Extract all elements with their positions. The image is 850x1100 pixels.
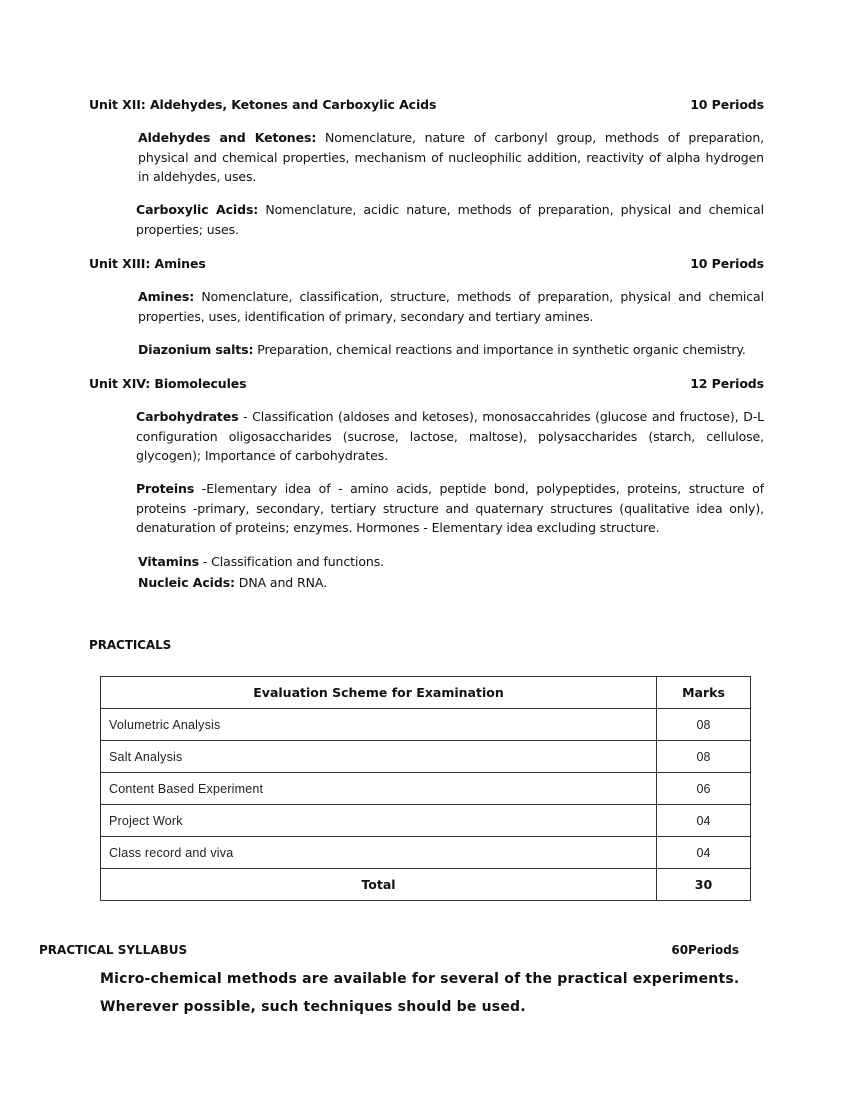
nucleic-acids-label: Nucleic Acids:: [138, 575, 235, 590]
unit-14-title: Unit XIV: Biomolecules: [89, 376, 247, 391]
row-item: Class record and viva: [101, 837, 657, 869]
carboxylic-acids-text: Nomenclature, acidic nature, methods of preparation, physical and chemical properties; uses.: [136, 202, 764, 237]
nucleic-acids-text: DNA and RNA.: [234, 575, 327, 590]
practicals-heading: PRACTICALS: [89, 638, 172, 652]
table-row: [101, 773, 751, 805]
unit-13-title: Unit XIII: Amines: [89, 256, 206, 271]
table-header-row: [101, 677, 751, 709]
unit-12-periods: 10 Periods: [690, 97, 764, 112]
unit-12-title: Unit XII: Aldehydes, Ketones and Carboxylic Acids: [89, 97, 437, 112]
amines-label: Amines:: [138, 289, 195, 304]
practical-syllabus-heading: [39, 943, 739, 957]
carbohydrates-label: Carbohydrates: [136, 409, 239, 424]
table-row: [101, 805, 751, 837]
carbohydrates-text: - Classification (aldoses and ketoses), monosaccahrides (glucose and fructose), D-L configuration oligosaccharides (sucrose, lactose, maltose), polysaccharides (starch, cellulose, glycogen); Importance of carbohydrates.: [136, 409, 764, 463]
unit-14-heading: [89, 376, 764, 391]
carbohydrates-paragraph: [136, 407, 764, 466]
table-row: [101, 741, 751, 773]
aldehydes-ketones-paragraph: [138, 128, 764, 187]
evaluation-scheme-table: [100, 676, 751, 901]
unit-14-periods: 12 Periods: [690, 376, 764, 391]
vitamins-label: Vitamins: [138, 554, 199, 569]
diazonium-text: Preparation, chemical reactions and importance in synthetic organic chemistry.: [253, 342, 746, 357]
unit-12-heading: [89, 97, 764, 112]
practical-syllabus-title: PRACTICAL SYLLABUS: [39, 943, 188, 957]
diazonium-label: Diazonium salts:: [138, 342, 254, 357]
carboxylic-acids-paragraph: [136, 200, 764, 239]
row-item: Volumetric Analysis: [101, 709, 657, 741]
unit-13-heading: [89, 256, 764, 271]
total-label: Total: [101, 869, 657, 901]
row-item: Project Work: [101, 805, 657, 837]
row-item: Content Based Experiment: [101, 773, 657, 805]
amines-paragraph: [138, 287, 764, 326]
proteins-label: Proteins: [136, 481, 195, 496]
carboxylic-acids-label: Carboxylic Acids:: [136, 202, 259, 217]
row-item: Salt Analysis: [101, 741, 657, 773]
vitamins-paragraph: [138, 552, 764, 572]
table-row: [101, 837, 751, 869]
row-marks: 06: [657, 773, 751, 805]
unit-13-periods: 10 Periods: [690, 256, 764, 271]
aldehydes-ketones-text: Nomenclature, nature of carbonyl group, methods of preparation, physical and chemical properties, mechanism of nucleophilic addition, reactivity of alpha hydrogen in aldehydes, uses.: [138, 130, 765, 184]
header-scheme: Evaluation Scheme for Examination: [101, 677, 657, 709]
vitamins-text: - Classification and functions.: [199, 554, 384, 569]
diazonium-paragraph: [138, 340, 764, 360]
nucleic-acids-paragraph: [138, 573, 764, 593]
row-marks: 04: [657, 837, 751, 869]
row-marks: 08: [657, 709, 751, 741]
table-row: [101, 709, 751, 741]
micro-chemical-note: Micro-chemical methods are available for several of the practical experiments. Wherever possible, such techniques should be used.: [100, 971, 740, 1015]
row-marks: 08: [657, 741, 751, 773]
header-marks: Marks: [657, 677, 751, 709]
row-marks: 04: [657, 805, 751, 837]
aldehydes-ketones-label: Aldehydes and Ketones:: [138, 130, 317, 145]
practical-syllabus-periods: 60Periods: [671, 943, 739, 957]
proteins-paragraph: [136, 479, 764, 538]
total-marks: 30: [657, 869, 751, 901]
table-total-row: [101, 869, 751, 901]
amines-text: Nomenclature, classification, structure, methods of preparation, physical and chemical properties, uses, identification of primary, secondary and tertiary amines.: [138, 289, 764, 324]
proteins-text: -Elementary idea of - amino acids, peptide bond, polypeptides, proteins, structure of proteins -primary, secondary, tertiary structure and quaternary structures (qualitative idea only), denaturation of proteins; enzymes. Hormones - Elementary idea excluding structure.: [136, 481, 764, 535]
